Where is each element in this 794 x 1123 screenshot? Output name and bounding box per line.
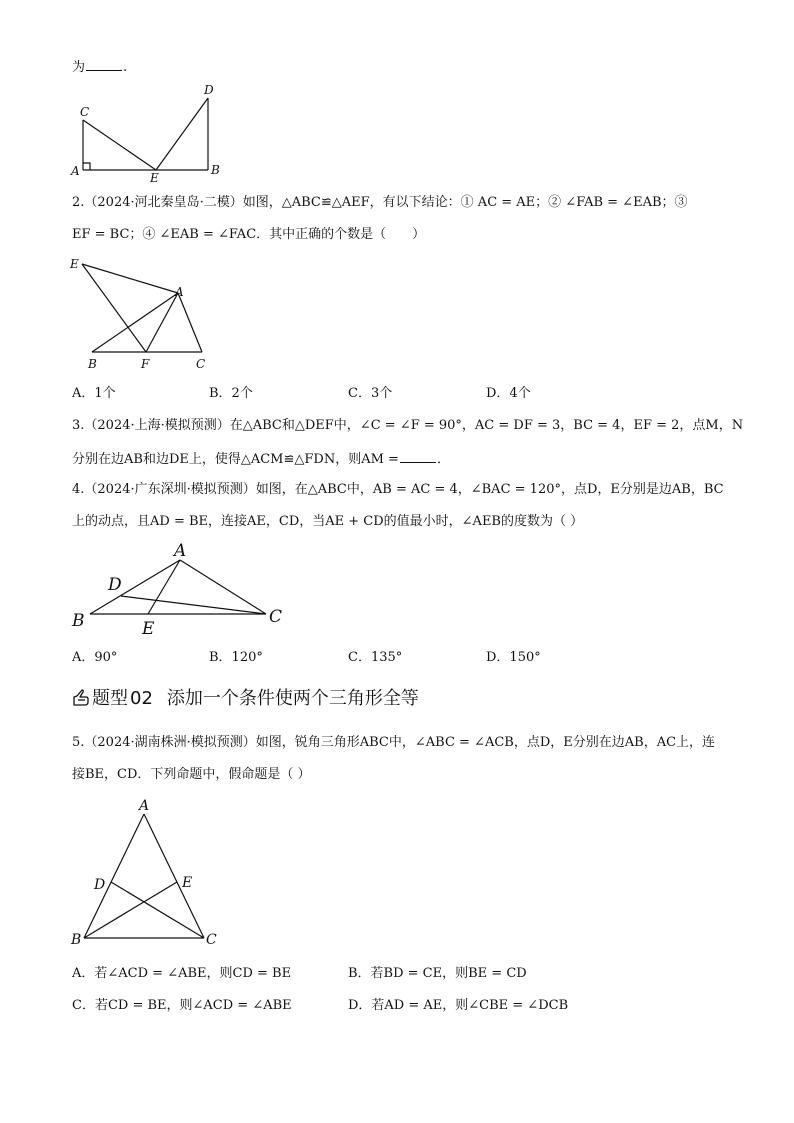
answer-blank (86, 58, 122, 71)
q2-option-d[interactable]: D．4个 (486, 386, 531, 401)
fig1-label-a: A (71, 164, 80, 178)
section-label: 题型 (92, 688, 128, 709)
section-heading (72, 688, 419, 710)
figure-1 (60, 78, 240, 186)
q5-option-a[interactable]: A．若∠ACD = ∠ABE，则CD = BE (72, 966, 292, 981)
fig5-label-e: E (182, 875, 193, 891)
fig5-label-c: C (206, 932, 217, 948)
q5-option-b[interactable]: B．若BD = CE，则BE = CD (348, 966, 527, 981)
fig4-label-d: D (108, 575, 122, 595)
fig1-label-b: B (211, 163, 220, 177)
q1-tail-end: . (123, 60, 128, 75)
q2-line1: 2.（2024·河北秦皇岛·二模）如图，△ABC≌△AEF，有以下结论：① AC = AE；② ∠FAB = ∠EAB；③ (72, 195, 688, 210)
q2-option-b[interactable]: B．2个 (209, 386, 253, 401)
q3-line2-text: 分别在边AB和边DE上，使得△ACM≌△FDN，则AM = (72, 452, 399, 467)
q4-option-d[interactable]: D．150° (486, 650, 541, 665)
fig4-label-a: A (174, 541, 187, 561)
fig5-label-d: D (94, 877, 106, 893)
q5-option-d[interactable]: D．若AD = AE，则∠CBE = ∠DCB (348, 998, 569, 1013)
fig4-label-c: C (269, 607, 283, 627)
fig1-label-c: C (80, 105, 90, 119)
figure-2 (62, 252, 232, 374)
q1-tail (72, 58, 127, 76)
q4-option-a[interactable]: A．90° (72, 650, 118, 665)
fig4-label-e: E (142, 619, 155, 639)
fig2-label-f: F (141, 357, 150, 371)
fig2-label-e: E (70, 257, 79, 271)
q4-line2: 上的动点，且AD = BE，连接AE，CD，当AE + CD的值最小时，∠AEB的度数为（ ） (72, 514, 584, 529)
q4-option-b[interactable]: B．120° (209, 650, 263, 665)
fig2-label-a: A (175, 285, 184, 299)
fig5-label-b: B (71, 932, 82, 948)
q2-option-c[interactable]: C．3个 (348, 386, 393, 401)
q2-option-a[interactable]: A．1个 (72, 386, 116, 401)
pointing-hand-icon (72, 689, 92, 707)
fig2-label-c: C (196, 357, 206, 371)
q2-line2: EF = BC；④ ∠EAB = ∠FAC．其中正确的个数是（ ） (72, 227, 426, 242)
q4-option-c[interactable]: C．135° (348, 650, 403, 665)
fig5-label-a: A (139, 798, 150, 814)
fig1-label-e: E (150, 171, 159, 185)
q3-line2-end: ． (436, 452, 450, 467)
q3-line2 (72, 450, 450, 468)
fig4-label-b: B (72, 611, 85, 631)
figure-4 (66, 540, 296, 640)
q5-option-c[interactable]: C．若CD = BE，则∠ACD = ∠ABE (72, 998, 292, 1013)
q5-line2: 接BE，CD．下列命题中，假命题是（ ） (72, 767, 311, 782)
section-code: 02 (130, 688, 153, 709)
q4-line1: 4.（2024·广东深圳·模拟预测）如图，在△ABC中，AB = AC = 4，∠BAC = 120°，点D，E分别是边AB，BC (72, 482, 724, 497)
fig1-label-d: D (204, 83, 214, 97)
section-title: 添加一个条件使两个三角形全等 (166, 688, 419, 709)
q3-line1: 3.（2024·上海·模拟预测）在△ABC和△DEF中，∠C = ∠F = 90°，AC = DF = 3，BC = 4，EF = 2，点M，N (72, 418, 744, 433)
answer-blank (400, 450, 436, 463)
figure-5 (66, 796, 236, 952)
q1-tail-text: 为 (72, 60, 86, 75)
q5-line1: 5.（2024·湖南株洲·模拟预测）如图，锐角三角形ABC中，∠ABC = ∠ACB，点D，E分别在边AB，AC上，连 (72, 735, 716, 750)
fig2-label-b: B (88, 357, 97, 371)
